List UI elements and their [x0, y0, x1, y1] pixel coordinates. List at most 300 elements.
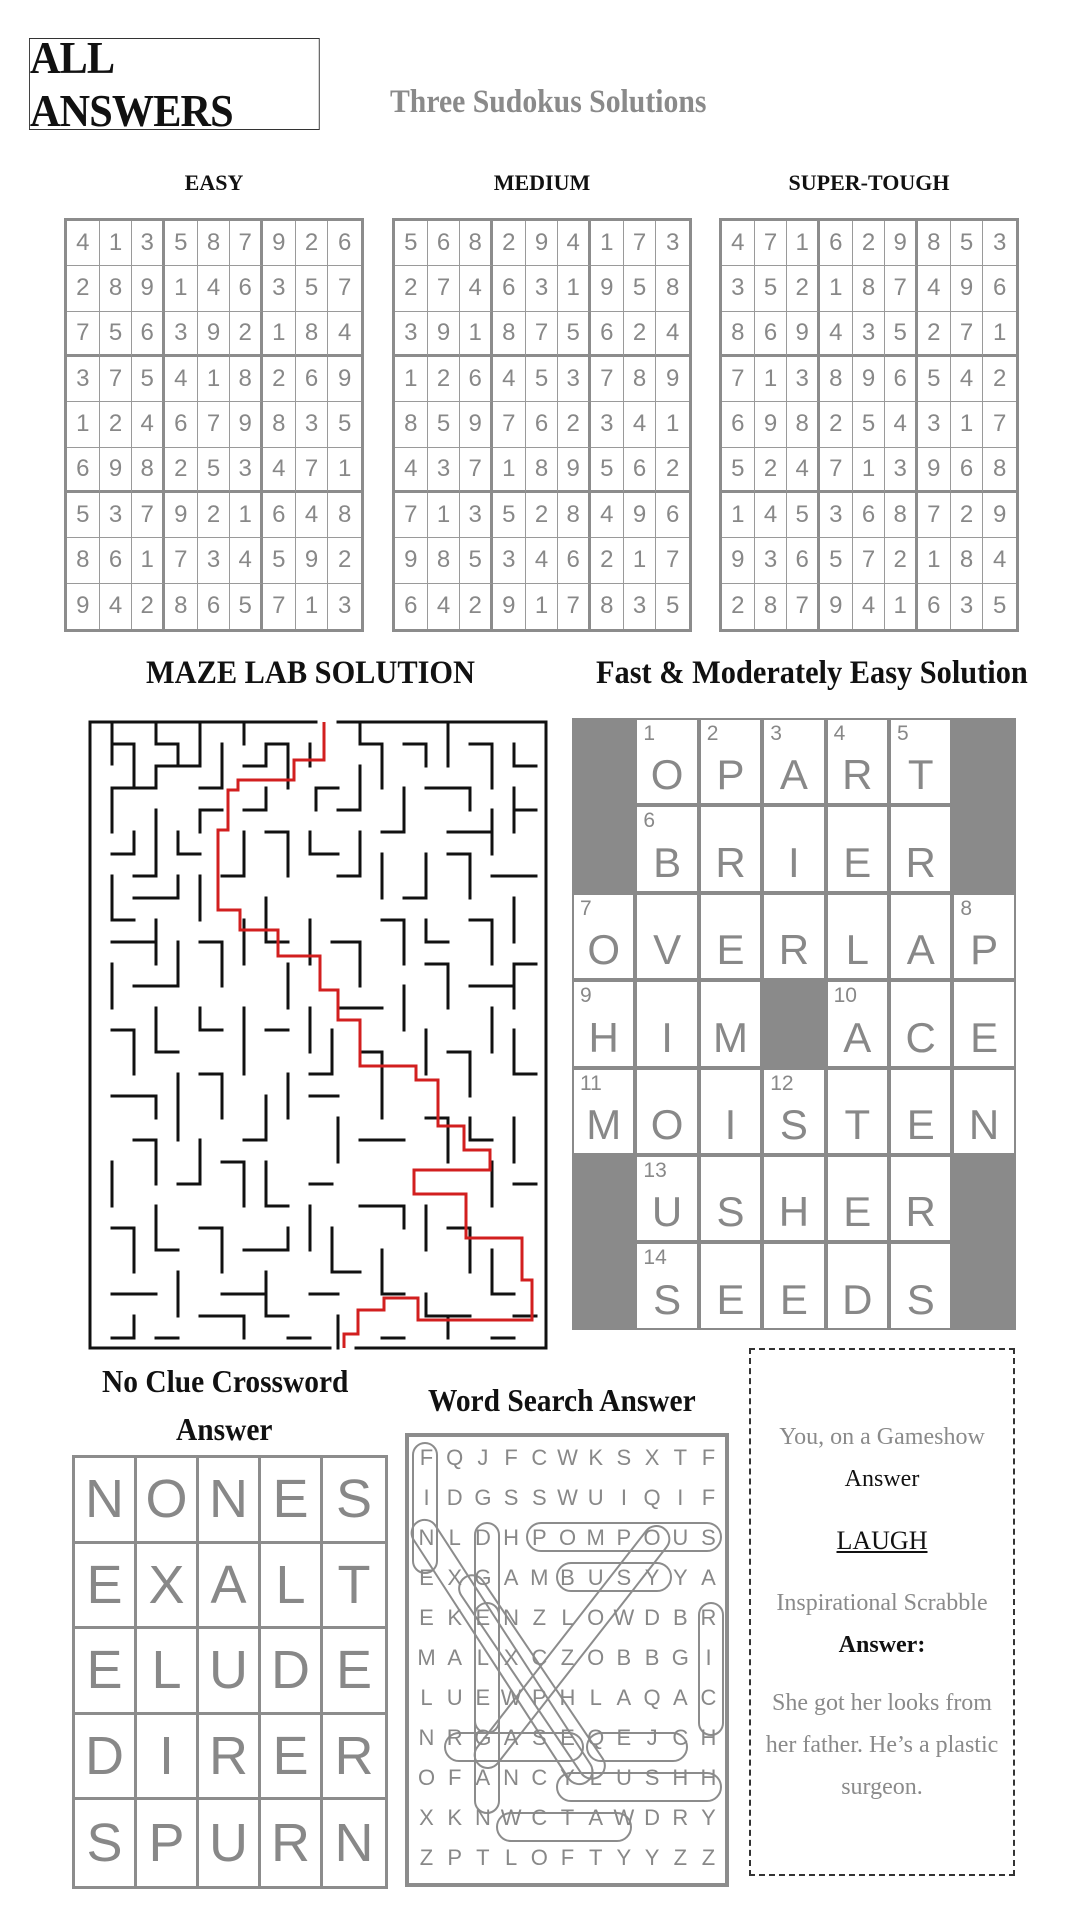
- word-search-letter: Z: [532, 1605, 547, 1630]
- crossword-clue-number: 2: [706, 722, 719, 745]
- sudoku-cell: 8: [132, 448, 165, 493]
- crossword-letter: R: [905, 1188, 936, 1236]
- sudoku-cell: 9: [460, 402, 493, 447]
- maze-title: MAZE LAB SOLUTION: [146, 655, 475, 691]
- sudoku-cell: 2: [853, 221, 886, 266]
- sudoku-cell: 7: [983, 402, 1016, 447]
- word-search-letter: A: [701, 1565, 716, 1590]
- word-search-letter: Y: [672, 1565, 688, 1590]
- sudoku-cell: 4: [296, 493, 329, 538]
- no-clue-cell: D: [75, 1715, 137, 1801]
- sudoku-cell: 8: [558, 493, 591, 538]
- crossword-cell: [891, 1070, 950, 1153]
- word-search-letter: Y: [644, 1845, 660, 1870]
- crossword-letter: O: [587, 926, 621, 974]
- sudoku-cell: 5: [722, 448, 755, 493]
- crossword-letter: S: [779, 1100, 808, 1148]
- sudoku-cell: 1: [918, 538, 951, 583]
- sudoku-cell: 8: [493, 312, 526, 357]
- sudoku-cell: 7: [526, 312, 559, 357]
- sudoku-cell: 2: [328, 538, 361, 583]
- sudoku-cell: 5: [918, 357, 951, 402]
- sudoku-cell: 4: [526, 538, 559, 583]
- crossword-letter: S: [716, 1188, 745, 1236]
- word-search-letter: G: [474, 1725, 492, 1750]
- crossword-clue-number: 10: [833, 984, 857, 1008]
- sudoku-cell: 3: [918, 402, 951, 447]
- word-search-letter: R: [700, 1605, 717, 1630]
- crossword-cell: [637, 720, 696, 803]
- sudoku-cell: 4: [428, 584, 461, 629]
- crossword-letter: S: [653, 1275, 682, 1323]
- sudoku-cell: 6: [755, 312, 788, 357]
- sudoku-cell: 2: [722, 584, 755, 629]
- sudoku-cell: 1: [853, 448, 886, 493]
- sudoku-cell: 6: [493, 266, 526, 311]
- word-search-letter: S: [644, 1765, 660, 1790]
- crossword-clue-number: 12: [770, 1071, 794, 1095]
- crossword-letter: E: [779, 1275, 808, 1323]
- word-search-letter: C: [672, 1725, 689, 1750]
- sudoku-cell: 8: [918, 221, 951, 266]
- word-search-letter: I: [705, 1645, 712, 1670]
- sudoku-cell: 9: [558, 448, 591, 493]
- sudoku-cell: 7: [493, 402, 526, 447]
- no-clue-cell: U: [199, 1800, 261, 1886]
- no-clue-title: No Clue Crossword: [102, 1363, 349, 1399]
- sudoku-cell: 5: [853, 402, 886, 447]
- sudoku-cell: 2: [918, 312, 951, 357]
- word-search-letter: I: [677, 1485, 684, 1510]
- word-search-letter: O: [643, 1525, 661, 1550]
- crossword-letter: O: [650, 751, 684, 799]
- crossword-clue-number: 11: [580, 1071, 602, 1095]
- gameshow-answer-label: Answer: [844, 1466, 920, 1492]
- sudoku-cell: 7: [755, 221, 788, 266]
- crossword-clue-number: 5: [897, 722, 909, 745]
- crossword-letter: I: [788, 838, 800, 886]
- crossword-clue-number: 4: [833, 722, 846, 745]
- word-search-letter: O: [558, 1525, 577, 1550]
- crossword-cell: [574, 982, 633, 1065]
- crossword-cell: [637, 982, 696, 1065]
- word-search-letter: U: [615, 1765, 632, 1790]
- word-search-letter: K: [447, 1805, 463, 1830]
- sudoku-cell: 6: [230, 266, 263, 311]
- word-search-letter: T: [560, 1805, 575, 1830]
- word-search-letter: G: [474, 1485, 492, 1510]
- crossword-cell: [701, 895, 760, 978]
- crossword-letter: P: [716, 751, 745, 799]
- crossword-letter: O: [650, 1100, 684, 1148]
- sudoku-super-tough-title: SUPER-TOUGH: [788, 170, 950, 195]
- no-clue-cell: S: [75, 1800, 137, 1886]
- sudoku-cell: 4: [132, 402, 165, 447]
- word-search-letter: X: [503, 1645, 519, 1670]
- word-search-letter: N: [474, 1805, 491, 1830]
- word-search-letter: I: [423, 1485, 430, 1510]
- crossword-cell: [764, 1157, 823, 1240]
- sudoku-cell: 5: [460, 538, 493, 583]
- sudoku-cell: 2: [428, 357, 461, 402]
- sudoku-cell: 2: [820, 402, 853, 447]
- sudoku-cell: 6: [722, 402, 755, 447]
- crossword-clue-number: 7: [580, 896, 592, 920]
- sudoku-cell: 1: [787, 221, 820, 266]
- word-search-letter: G: [474, 1565, 492, 1590]
- sudoku-cell: 1: [132, 538, 165, 583]
- word-search-letter: C: [700, 1685, 717, 1710]
- sudoku-cell: 6: [198, 584, 231, 629]
- crossword-letter: U: [651, 1188, 683, 1236]
- word-search-letter: E: [475, 1685, 491, 1710]
- sudoku-cell: 6: [983, 266, 1016, 311]
- no-clue-cell: I: [137, 1715, 199, 1801]
- sudoku-medium-grid: [392, 218, 692, 632]
- no-clue-cell: T: [323, 1544, 385, 1630]
- sudoku-cell: 5: [165, 221, 198, 266]
- sudoku-cell: 9: [624, 493, 657, 538]
- sudoku-cell: 3: [395, 312, 428, 357]
- sudoku-cell: 6: [263, 493, 296, 538]
- sudoku-cell: 1: [263, 312, 296, 357]
- sudoku-cell: 6: [820, 221, 853, 266]
- word-search-letter: L: [420, 1685, 433, 1710]
- no-clue-cell: N: [75, 1458, 137, 1544]
- word-search-letter: C: [531, 1805, 548, 1830]
- word-search-letter: F: [419, 1445, 434, 1470]
- sudoku-cell: 7: [460, 448, 493, 493]
- sudoku-cell: 7: [230, 221, 263, 266]
- sudoku-cell: 6: [853, 493, 886, 538]
- crossword-letter: B: [653, 838, 682, 886]
- sudoku-cell: 5: [395, 221, 428, 266]
- crossword-letter: H: [588, 1013, 619, 1061]
- sudoku-cell: 6: [67, 448, 100, 493]
- crossword-letter: I: [661, 1013, 673, 1061]
- crossword-cell: [828, 1244, 887, 1327]
- sudoku-cell: 4: [558, 221, 591, 266]
- word-search-letter: S: [616, 1445, 632, 1470]
- word-search-letter: W: [613, 1805, 635, 1830]
- word-search-letter: X: [419, 1805, 434, 1830]
- sudoku-cell: 3: [230, 448, 263, 493]
- crossword-cell: [828, 807, 887, 890]
- sudoku-cell: 8: [722, 312, 755, 357]
- sudoku-cell: 2: [493, 221, 526, 266]
- crossword-letter: A: [779, 751, 808, 799]
- sudoku-cell: 9: [165, 493, 198, 538]
- sudoku-cell: 5: [820, 538, 853, 583]
- sudoku-cell: 6: [165, 402, 198, 447]
- no-clue-cell: E: [261, 1458, 323, 1544]
- gameshow-answer: [751, 1526, 1013, 1556]
- sudoku-cell: 4: [853, 584, 886, 629]
- sudoku-cell: 8: [100, 266, 133, 311]
- crossword-clue-number: 1: [643, 722, 656, 745]
- no-clue-cell: P: [137, 1800, 199, 1886]
- no-clue-cell: X: [137, 1544, 199, 1630]
- word-search-letter: A: [588, 1805, 604, 1830]
- sudoku-cell: 9: [428, 312, 461, 357]
- word-search-letter: N: [418, 1525, 435, 1550]
- maze-solution: [88, 720, 548, 1350]
- word-search-letter: H: [700, 1725, 717, 1750]
- sudoku-cell: 1: [526, 584, 559, 629]
- word-search-letter: H: [672, 1765, 689, 1790]
- crossword-letter: L: [845, 926, 869, 974]
- sudoku-cell: 7: [885, 266, 918, 311]
- crossword-cell: [637, 1157, 696, 1240]
- sudoku-cell: 5: [951, 221, 984, 266]
- sudoku-cell: 7: [951, 312, 984, 357]
- word-search-letter: K: [447, 1605, 463, 1630]
- word-search-letter: B: [644, 1645, 660, 1670]
- no-clue-cell: E: [75, 1544, 137, 1630]
- sudoku-cell: 2: [100, 402, 133, 447]
- word-search-letter: A: [616, 1685, 632, 1710]
- word-search-letter: S: [701, 1525, 716, 1550]
- gameshow-answer-text: LAUGH: [836, 1526, 928, 1555]
- sudoku-cell: 3: [428, 448, 461, 493]
- sudoku-cell: 5: [263, 538, 296, 583]
- sudoku-cell: 8: [67, 538, 100, 583]
- word-search-letter: Y: [616, 1845, 632, 1870]
- word-search-letter: M: [530, 1565, 549, 1590]
- word-search-letter: Y: [701, 1805, 716, 1830]
- crossword-cell: [764, 895, 823, 978]
- word-search-letter: W: [557, 1445, 578, 1470]
- no-clue-cell: D: [261, 1629, 323, 1715]
- no-clue-cell: R: [323, 1715, 385, 1801]
- crossword-cell: [891, 807, 950, 890]
- sudoku-cell: 3: [337, 592, 352, 620]
- crossword-letter: E: [906, 1100, 935, 1148]
- sudoku-cell: 4: [67, 221, 100, 266]
- sudoku-cell: 9: [100, 448, 133, 493]
- sudoku-cell: 9: [230, 402, 263, 447]
- crossword-cell: [828, 720, 887, 803]
- word-search-letter: U: [446, 1685, 463, 1710]
- sudoku-cell: 1: [591, 221, 624, 266]
- sudoku-cell: 1: [296, 584, 329, 629]
- word-search-letter: D: [644, 1605, 661, 1630]
- sudoku-cell: 9: [656, 357, 689, 402]
- answers-panel: [749, 1348, 1015, 1876]
- sudoku-cell: 2: [558, 402, 591, 447]
- word-search-letter: W: [613, 1605, 635, 1630]
- sudoku-cell: 9: [918, 448, 951, 493]
- sudoku-cell: 7: [558, 584, 591, 629]
- sudoku-cell: 3: [132, 221, 165, 266]
- sudoku-cell: 8: [198, 221, 231, 266]
- crossword-clue-number: 14: [643, 1246, 667, 1270]
- sudoku-cell: 4: [722, 221, 755, 266]
- crossword-letter: E: [843, 838, 872, 886]
- sudoku-super-tough-grid: [719, 218, 1019, 632]
- sudoku-cell: 2: [526, 493, 559, 538]
- sudoku-cell: 5: [992, 592, 1007, 620]
- sudoku-cell: 2: [165, 448, 198, 493]
- sudoku-cell: 4: [983, 538, 1016, 583]
- sudoku-cell: 8: [885, 493, 918, 538]
- sudoku-cell: 8: [656, 266, 689, 311]
- sudoku-cell: 7: [853, 538, 886, 583]
- no-clue-cell: L: [261, 1544, 323, 1630]
- sudoku-cell: 1: [460, 312, 493, 357]
- sudoku-cell: 9: [722, 538, 755, 583]
- crossword-cell: [764, 720, 823, 803]
- sudoku-cell: 7: [165, 538, 198, 583]
- word-search-letter: F: [560, 1845, 575, 1870]
- word-search-letter: T: [476, 1845, 490, 1870]
- sudoku-cell: 8: [428, 538, 461, 583]
- sudoku-cell: 2: [591, 538, 624, 583]
- scrabble-answer-line-3: surgeon.: [841, 1774, 923, 1800]
- sudoku-cell: 5: [591, 448, 624, 493]
- sudoku-cell: 5: [230, 584, 263, 629]
- sudoku-cell: 4: [328, 312, 361, 357]
- word-search-letter: C: [531, 1445, 548, 1470]
- word-search-letter: M: [417, 1645, 436, 1670]
- sudoku-cell: 7: [918, 493, 951, 538]
- sudoku-cell: 8: [624, 357, 657, 402]
- sudoku-cell: 4: [198, 266, 231, 311]
- word-search-letter: Z: [701, 1845, 716, 1870]
- page-title: ALL ANSWERS: [29, 38, 320, 130]
- crossword-cell: [954, 1070, 1013, 1153]
- sudoku-cell: 1: [722, 493, 755, 538]
- word-search-letter: W: [500, 1805, 522, 1830]
- word-search-letter: J: [477, 1445, 489, 1470]
- crossword-cell: [828, 982, 887, 1065]
- word-search-letter: S: [531, 1485, 547, 1510]
- crossword-cell: [701, 1070, 760, 1153]
- sudoku-cell: 7: [296, 448, 329, 493]
- word-search-letter: D: [644, 1805, 661, 1830]
- word-search-letter: Y: [644, 1565, 660, 1590]
- sudoku-cell: 3: [624, 584, 657, 629]
- word-search-letter: L: [448, 1525, 461, 1550]
- crossword-letter: T: [844, 1100, 871, 1148]
- word-search-letter: A: [503, 1725, 519, 1750]
- crossword-letter: R: [842, 751, 873, 799]
- sudoku-cell: 5: [198, 448, 231, 493]
- crossword-cell: [701, 807, 760, 890]
- word-search-letter: O: [530, 1845, 548, 1870]
- scrabble-answer-line-2: her father. He’s a plastic: [765, 1732, 999, 1758]
- sudoku-cell: 8: [165, 584, 198, 629]
- word-search-letter: A: [672, 1685, 688, 1710]
- word-search-letter: E: [616, 1725, 632, 1750]
- sudoku-cell: 4: [263, 448, 296, 493]
- sudoku-cell: 1: [983, 312, 1016, 357]
- sudoku-cell: 4: [787, 448, 820, 493]
- sudoku-cell: 3: [820, 493, 853, 538]
- sudoku-cell: 7: [100, 357, 133, 402]
- sudoku-cell: 6: [395, 584, 428, 629]
- word-search-letter: S: [531, 1725, 547, 1750]
- sudoku-cell: 3: [885, 448, 918, 493]
- sudoku-cell: 5: [132, 357, 165, 402]
- word-search-letter: E: [419, 1605, 434, 1630]
- crossword-title: Fast & Moderately Easy Solution: [596, 655, 1028, 691]
- sudoku-cell: 4: [395, 448, 428, 493]
- sudoku-cell: 1: [165, 266, 198, 311]
- no-clue-cell: E: [323, 1629, 385, 1715]
- word-search-letter: B: [616, 1645, 632, 1670]
- sudoku-cell: 7: [820, 448, 853, 493]
- word-search-letter: Y: [560, 1765, 575, 1790]
- crossword-letter: E: [843, 1188, 872, 1236]
- sudoku-cell: 6: [296, 357, 329, 402]
- sudoku-cell: 6: [526, 402, 559, 447]
- crossword-letter: V: [653, 926, 682, 974]
- sudoku-easy-title: EASY: [184, 170, 244, 195]
- sudoku-cell: 9: [328, 357, 361, 402]
- crossword-clue-number: 9: [580, 984, 592, 1008]
- sudoku-cell: 6: [328, 221, 361, 266]
- sudoku-cell: 5: [885, 312, 918, 357]
- crossword-cell: [701, 1157, 760, 1240]
- sudoku-cell: 6: [591, 312, 624, 357]
- sudoku-cell: 3: [460, 493, 493, 538]
- word-search-letter: I: [620, 1485, 627, 1510]
- crossword-cell: [764, 1070, 823, 1153]
- sudoku-cell: 5: [328, 402, 361, 447]
- word-search-letter: E: [560, 1725, 575, 1750]
- sudoku-cell: 3: [198, 538, 231, 583]
- sudoku-cell: 8: [951, 538, 984, 583]
- sudoku-cell: 2: [885, 538, 918, 583]
- crossword-cell: [891, 720, 950, 803]
- word-search-letter: T: [673, 1445, 688, 1470]
- sudoku-cell: 6: [951, 448, 984, 493]
- sudoku-cell: 4: [100, 584, 133, 629]
- word-search-letter: A: [503, 1565, 519, 1590]
- no-clue-cell: R: [199, 1715, 261, 1801]
- word-search-letter: L: [589, 1765, 602, 1790]
- sudoku-cell: 7: [624, 221, 657, 266]
- sudoku-cell: 2: [395, 266, 428, 311]
- word-search-letter: O: [587, 1645, 605, 1670]
- sudoku-cell: 8: [460, 221, 493, 266]
- sudoku-cell: 4: [230, 538, 263, 583]
- no-clue-cell: U: [199, 1629, 261, 1715]
- word-search-letter: W: [557, 1485, 578, 1510]
- sudoku-cell: 7: [328, 266, 361, 311]
- sudoku-cell: 1: [755, 357, 788, 402]
- crossword-letter: A: [906, 926, 935, 974]
- crossword-clue-number: 6: [643, 809, 656, 833]
- word-search-letter: J: [646, 1725, 658, 1750]
- word-search-letter: U: [587, 1485, 604, 1510]
- sudoku-cell: 8: [853, 266, 886, 311]
- sudoku-cell: 9: [493, 584, 526, 629]
- word-search-letter: D: [446, 1485, 463, 1510]
- sudoku-cell: 9: [67, 584, 100, 629]
- word-search-letter: P: [447, 1845, 463, 1870]
- sudoku-cell: 3: [558, 357, 591, 402]
- no-clue-cell: R: [261, 1800, 323, 1886]
- word-search-letter: O: [417, 1765, 436, 1790]
- sudoku-cell: 1: [951, 402, 984, 447]
- sudoku-cell: 6: [656, 493, 689, 538]
- sudoku-cell: 5: [787, 493, 820, 538]
- sudoku-cell: 4: [951, 357, 984, 402]
- crossword-cell: [637, 1070, 696, 1153]
- word-search-letter: Z: [419, 1845, 434, 1870]
